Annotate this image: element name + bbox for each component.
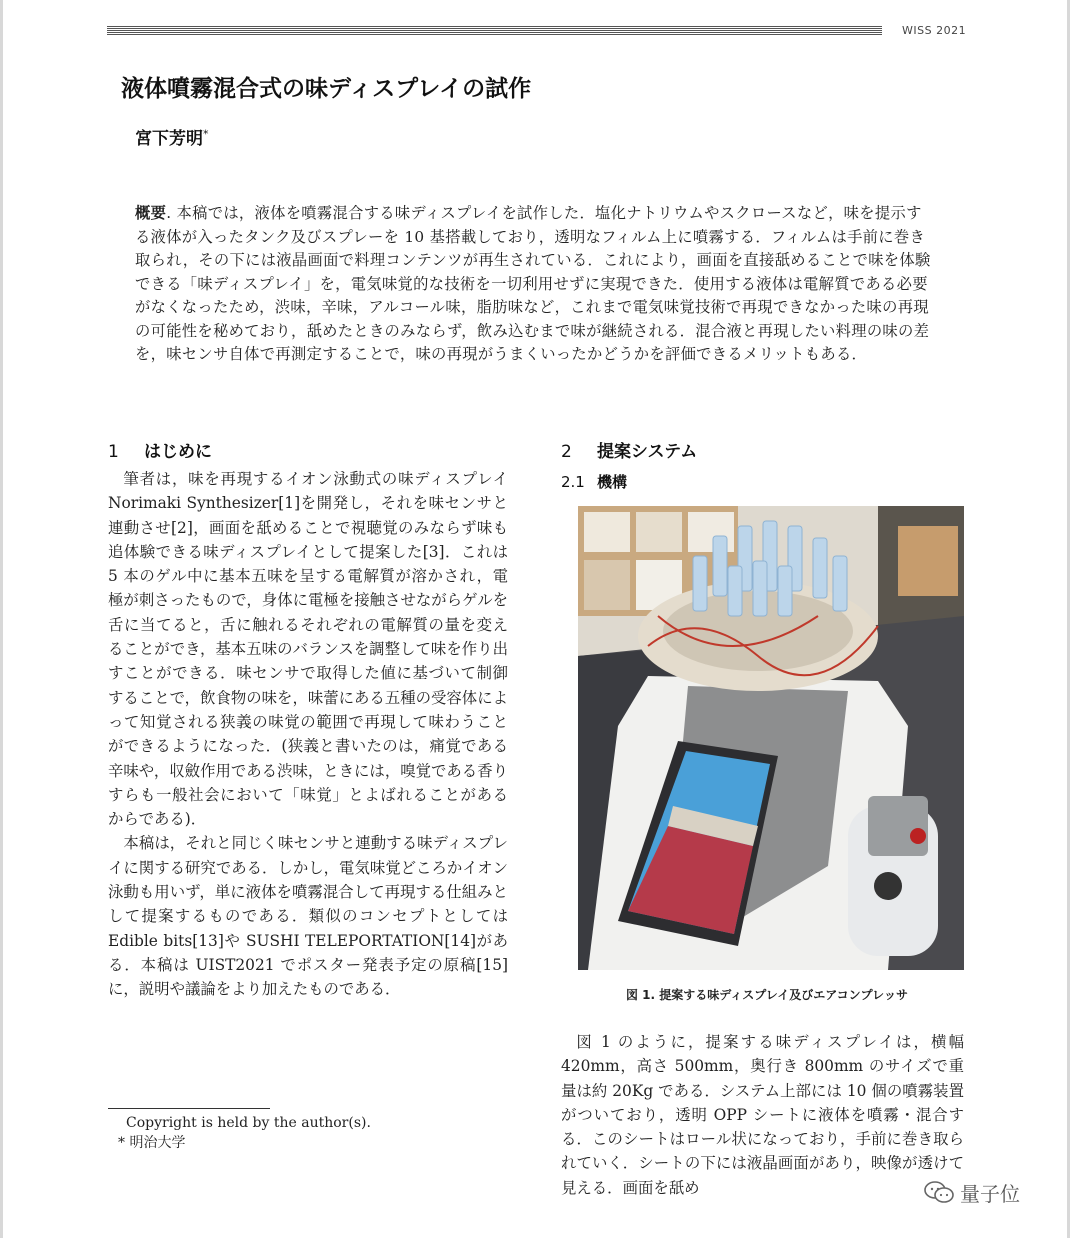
footnote	[108, 1113, 371, 1153]
wechat-icon	[924, 1180, 954, 1204]
section-2-heading	[561, 437, 697, 462]
abstract	[135, 202, 935, 367]
paragraph: 本稿は，それと同じく味センサと連動する味ディスプレイに関する研究である．しかし，電気味覚どころかイオン泳動も用いず，単に液体を噴霧混合して再現する仕組みとして提案するものである．類似のコンセプトとしては Edible bits[13]や SUSHI TELEPORTATION[14]がある．本稿は UIST2021 でポスター発表予定の原稿[15]に，説明や議論をより加えたものである．	[108, 834, 508, 999]
subsection-title: 機構	[597, 473, 628, 491]
page-edge	[0, 0, 3, 1238]
author-mark: *	[203, 127, 209, 141]
paragraph: 図 1 のように，提案する味ディスプレイは，横幅 420mm，高さ 500mm，奥行き 800mm のサイズで重量は約 20Kg である．システム上部には 10 個の噴霧装置がついており，透明 OPP シートに液体を噴霧・混合する．このシートはロール状になっており，手前に巻き取られていく．シートの下には液晶画面があり，映像が透けて見える．画面を舐め	[561, 1033, 964, 1197]
watermark-text: 量子位	[960, 1181, 1020, 1206]
figure-1-photo	[578, 506, 964, 970]
section-title: はじめに	[144, 442, 212, 462]
section-2-body	[561, 1030, 964, 1200]
conference-label: WISS 2021	[902, 24, 967, 37]
header-rule	[107, 26, 882, 35]
footnote-rule	[108, 1108, 270, 1109]
abstract-label: 概要	[135, 204, 167, 222]
figure-1-caption: 図 1. 提案する味ディスプレイ及びエアコンプレッサ	[625, 988, 909, 1002]
subsection-2-1-heading	[561, 471, 627, 492]
author-affiliation: * 明治大学	[118, 1135, 186, 1151]
section-number: 1	[108, 442, 119, 462]
paper-title: 液体噴霧混合式の味ディスプレイの試作	[121, 76, 532, 102]
abstract-text: . 本稿では，液体を噴霧混合する味ディスプレイを試作した．塩化ナトリウムやスクロースなど，味を提示する液体が入ったタンク及びスプレーを 10 基搭載しており，透明なフィルム上に噴霧する．フィルムは手前に巻き取られ，その下には液晶画面で料理コンテンツが再生されている．これにより，画面を直接舐めることで味を体験できる「味ディスプレイ」を，電気味覚的な技術を一切利用せずに実現できた．使用する液体は電解質である必要がなくなったため，渋味，辛味，アルコール味，脂肪味など，これまで電気味覚技術で再現できなかった味の再現の可能性を秘めており，舐めたときのみならず，飲み込むまで味が継続される．混合液と再現したい料理の味の差を，味センサ自体で再測定することで，味の再現がうまくいったかどうかを評価できるメリットもある．	[135, 204, 931, 363]
subsection-number: 2.1	[561, 473, 585, 491]
section-1-heading	[108, 437, 212, 462]
copyright-notice: Copyright is held by the author(s).	[126, 1115, 371, 1131]
author-name: 宮下芳明	[135, 129, 203, 149]
watermark	[924, 1176, 1020, 1208]
section-title: 提案システム	[597, 442, 698, 462]
author	[135, 124, 209, 149]
section-number: 2	[561, 442, 572, 462]
section-1-body	[108, 467, 508, 1002]
paragraph: 筆者は，味を再現するイオン泳動式の味ディスプレイ Norimaki Synthesizer[1]を開発し，それを味センサと連動させ[2]，画面を舐めることで視聴覚のみならず味も追体験できる味ディスプレイとして提案した[3]．これは 5 本のゲル中に基本五味を呈する電解質が溶かされ，電極が刺さったもので，身体に電極を接触させながらゲルを舌に当てると，舌に触れるそれぞれの電解質の量を変えることができ，基本五味のバランスを調整して味を作り出すことができる．味センサで取得した値に基づいて制御することで，飲食物の味を，味蕾にある五種の受容体によって知覚される狭義の味覚の範囲で再現して味わうことができるようになった．(狭義と書いたのは，痛覚である辛味や，収斂作用である渋味，ときには，嗅覚である香りすらも一般社会において「味覚」とよばれることがあるからである)．	[108, 470, 508, 829]
